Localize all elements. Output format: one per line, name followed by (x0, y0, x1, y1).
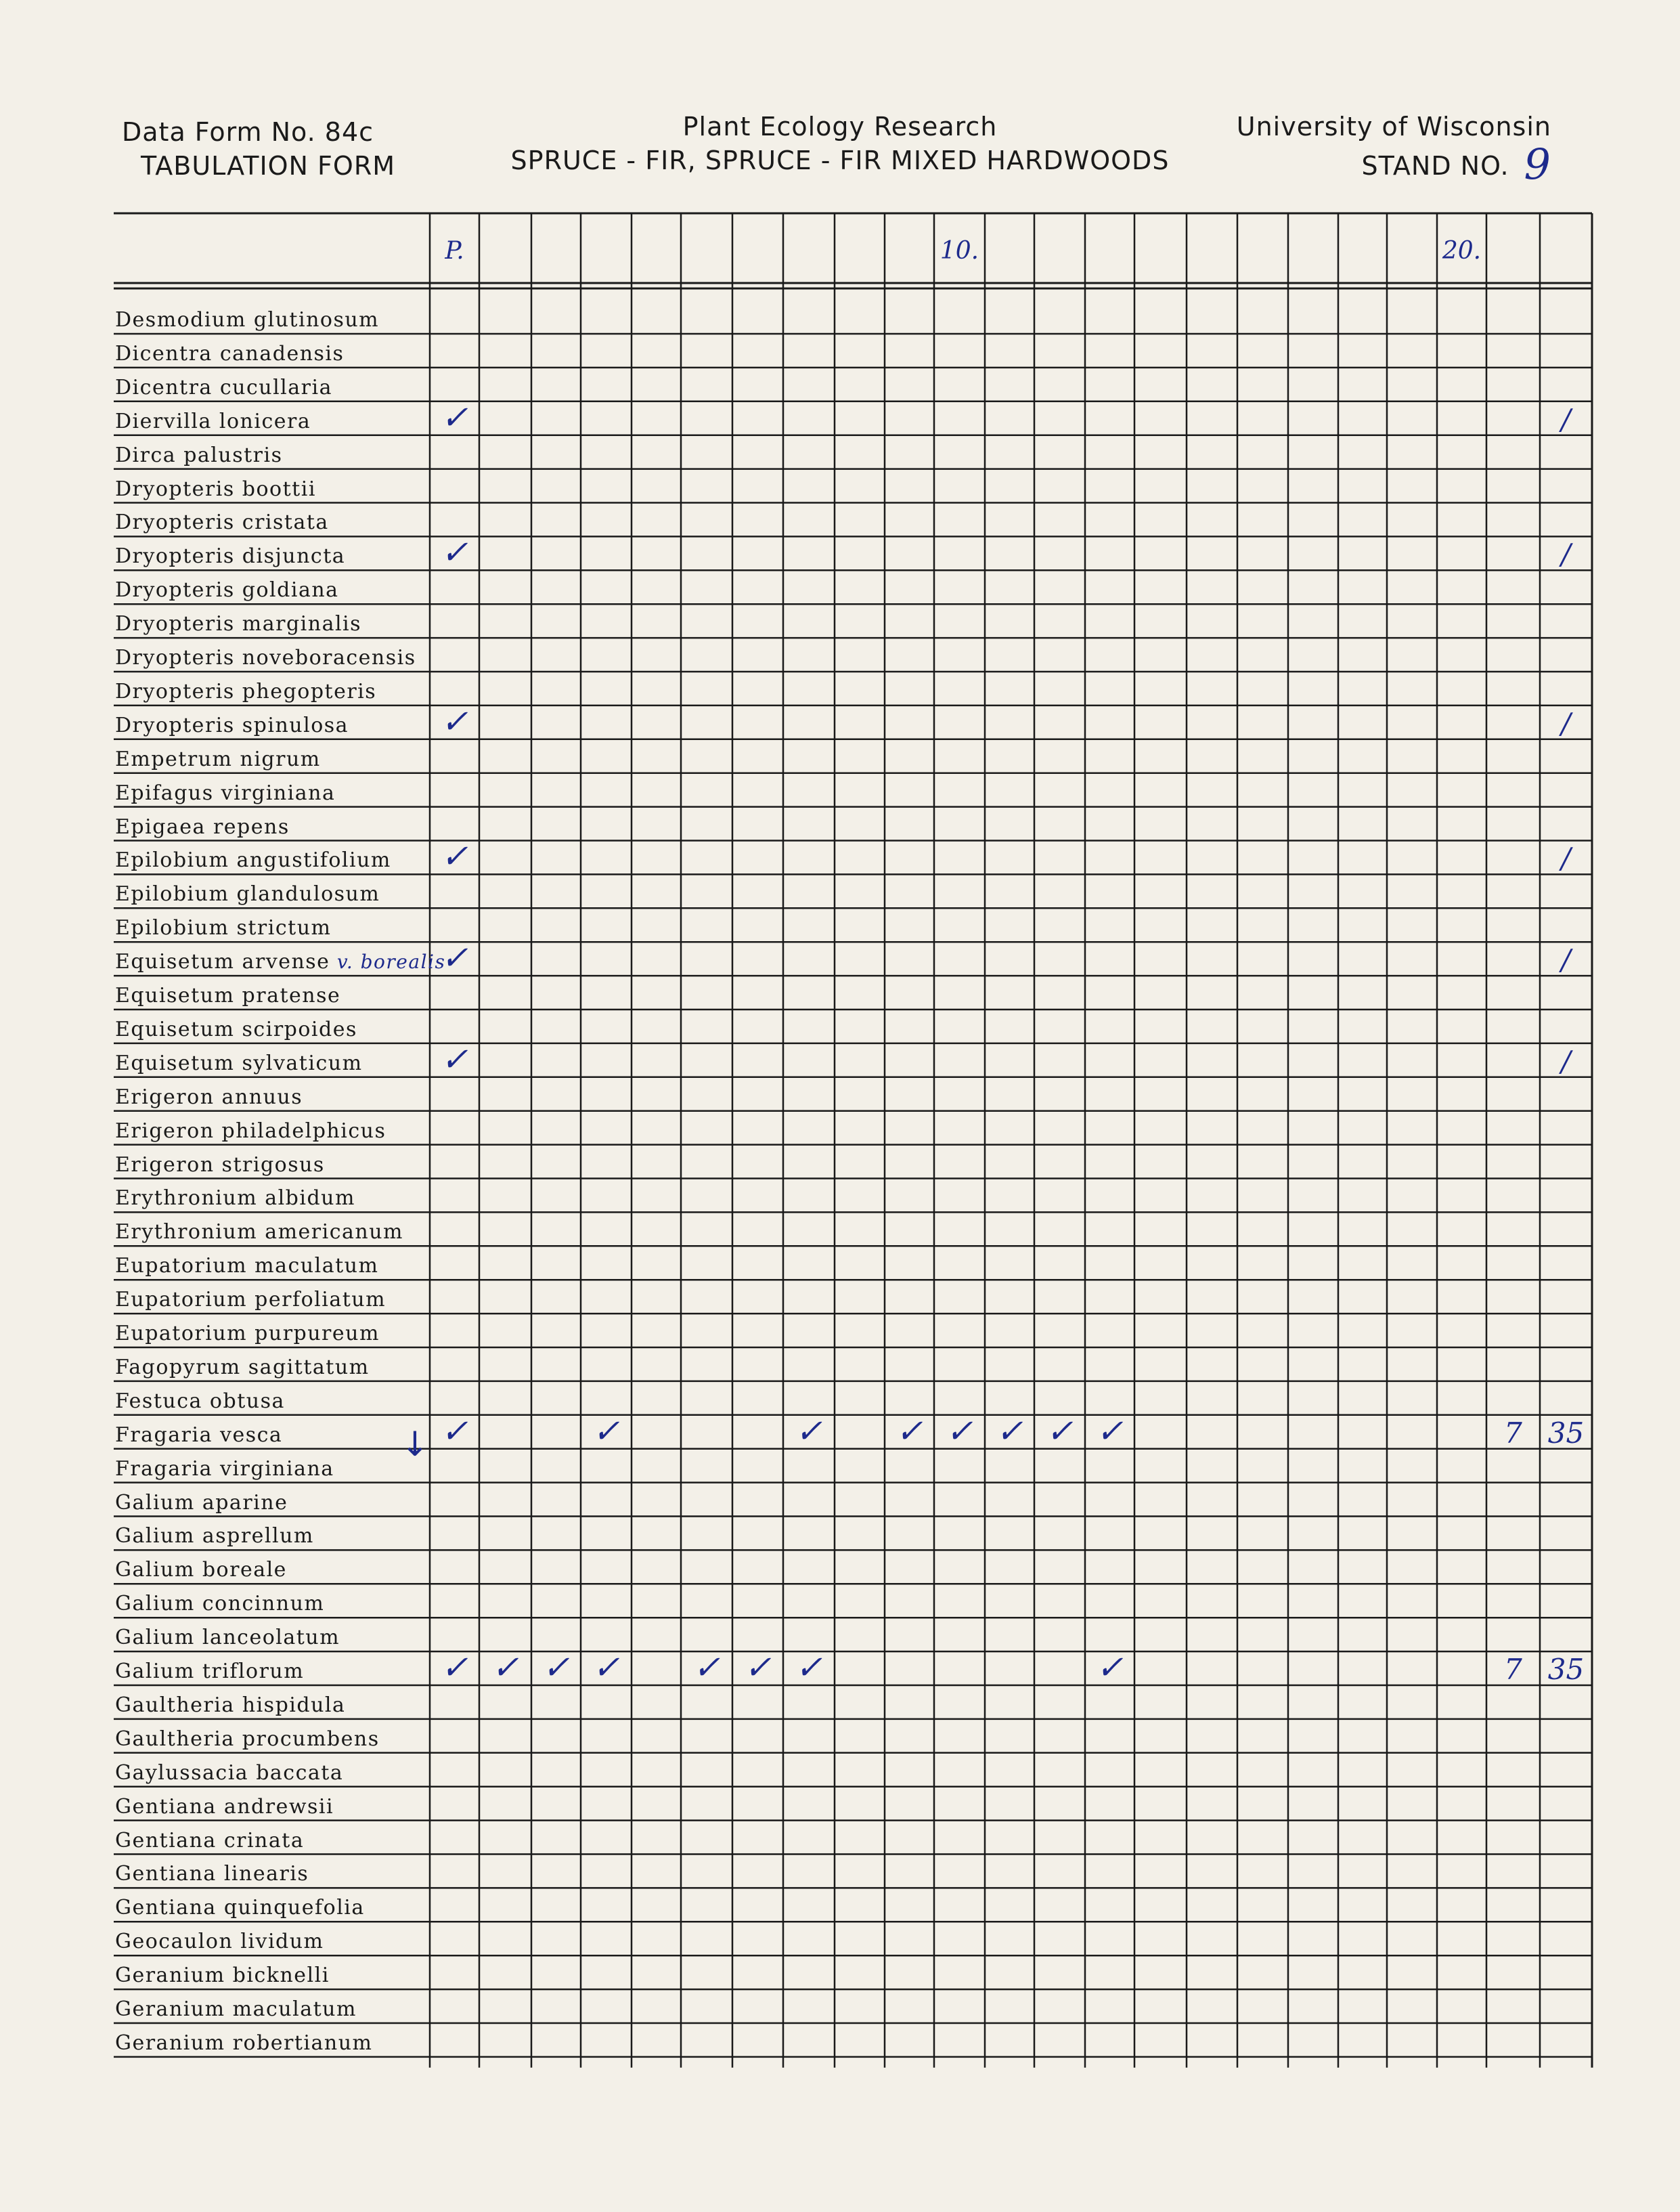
plot-checkmark[interactable]: ✓ (441, 398, 468, 437)
species-row-label (115, 308, 379, 332)
species-name: Festuca obtusa (115, 1389, 285, 1413)
species-row-label (115, 1018, 357, 1041)
plot-checkmark[interactable]: ✓ (441, 838, 468, 876)
plot-checkmark[interactable]: ✓ (795, 1649, 823, 1687)
species-name: Dicentra cucullaria (115, 375, 332, 399)
species-row-label (115, 1085, 303, 1109)
species-name: Gentiana linearis (115, 1862, 309, 1886)
handwritten-arrow-icon: ↓ (401, 1424, 429, 1464)
plot-checkmark[interactable]: ✓ (592, 1649, 620, 1687)
plot-checkmark[interactable]: ✓ (996, 1412, 1023, 1450)
species-row-label (115, 1491, 288, 1515)
column-header: P. (445, 237, 464, 265)
species-name: Epigaea repens (115, 815, 290, 839)
frequency-value[interactable]: 7 (1504, 1653, 1522, 1686)
form-type: TABULATION FORM (141, 151, 396, 181)
species-row-label (115, 680, 376, 703)
species-name: Gentiana andrewsii (115, 1794, 334, 1819)
species-name: Dicentra canadensis (115, 341, 345, 366)
species-name: Galium boreale (115, 1558, 287, 1582)
species-name: Erythronium americanum (115, 1220, 403, 1244)
species-name: Gentiana crinata (115, 1828, 305, 1852)
species-row-label (115, 984, 340, 1007)
plot-checkmark[interactable]: ✓ (896, 1412, 923, 1450)
species-name: Epilobium angustifolium (115, 848, 391, 873)
species-row-label (115, 950, 445, 974)
column-header: 10. (940, 237, 979, 265)
species-variety-note: v. borealis (330, 951, 446, 974)
plot-checkmark[interactable]: ✓ (692, 1649, 721, 1687)
species-name: Dryopteris phegopteris (115, 679, 377, 703)
species-row-label (115, 1051, 363, 1075)
species-row-label (115, 1964, 330, 1987)
species-name: Galium aparine (115, 1490, 288, 1515)
species-row-label (115, 916, 331, 940)
species-name: Erigeron annuus (115, 1085, 303, 1109)
species-name: Equisetum pratense (115, 984, 341, 1007)
species-name: Dryopteris disjuncta (115, 544, 346, 569)
total-value[interactable]: / (1561, 706, 1571, 740)
species-name: Erigeron philadelphicus (115, 1119, 386, 1143)
species-name: Dryopteris boottii (115, 477, 316, 501)
species-name: Gentiana quinquefolia (115, 1896, 365, 1920)
species-row-label (115, 1288, 386, 1311)
species-name: Empetrum nigrum (115, 747, 321, 771)
species-row-label (115, 1220, 403, 1244)
stand-label: STAND NO. (1361, 151, 1509, 181)
plot-checkmark[interactable]: ✓ (441, 1412, 468, 1450)
species-row-label (115, 1795, 334, 1819)
total-value[interactable]: 35 (1547, 1416, 1585, 1450)
species-row-label (115, 1727, 380, 1751)
species-row-label (115, 747, 321, 771)
species-name: Galium lanceolatum (115, 1626, 340, 1650)
species-name: Erigeron strigosus (115, 1152, 325, 1177)
species-name: Geocaulon lividum (115, 1930, 324, 1954)
species-row-label (115, 848, 391, 872)
species-name: Eupatorium purpureum (115, 1322, 380, 1345)
species-row-label (115, 612, 361, 636)
species-row-label (115, 1693, 345, 1717)
species-row-label (115, 1423, 282, 1447)
species-row-label (115, 1997, 357, 2021)
plot-checkmark[interactable]: ✓ (441, 1040, 468, 1079)
plot-checkmark[interactable]: ✓ (795, 1412, 823, 1450)
total-value[interactable]: / (1561, 538, 1571, 571)
species-name: Eupatorium maculatum (115, 1254, 379, 1278)
species-row-label (115, 2031, 373, 2055)
species-name: Gaultheria procumbens (115, 1727, 380, 1751)
species-row-label (115, 342, 344, 366)
species-name: Fragaria virginiana (115, 1456, 334, 1481)
species-name: Geranium bicknelli (115, 1964, 330, 1988)
species-name: Galium concinnum (115, 1592, 325, 1616)
species-name: Dryopteris noveboracensis (115, 646, 416, 670)
stand-number[interactable]: 9 (1524, 139, 1551, 189)
species-name: Epilobium glandulosum (115, 882, 380, 907)
species-row-label (115, 544, 345, 568)
species-name: Gaylussacia baccata (115, 1760, 344, 1785)
species-row-label (115, 646, 416, 670)
plot-checkmark[interactable]: ✓ (542, 1649, 570, 1687)
plot-checkmark[interactable]: ✓ (592, 1412, 620, 1450)
species-row-label (115, 477, 316, 501)
plot-checkmark[interactable]: ✓ (441, 1649, 468, 1687)
total-value[interactable]: / (1561, 402, 1571, 436)
species-row-label (115, 1356, 370, 1379)
plot-checkmark[interactable]: ✓ (1096, 1412, 1124, 1450)
frequency-value[interactable]: 7 (1504, 1416, 1522, 1450)
species-name: Fagopyrum sagittatum (115, 1355, 370, 1379)
plot-checkmark[interactable]: ✓ (491, 1649, 519, 1687)
species-row-label (115, 1457, 334, 1481)
species-row-label (115, 1930, 324, 1953)
species-row-label (115, 1254, 378, 1278)
species-name: Galium asprellum (115, 1524, 314, 1548)
species-name: Galium triflorum (115, 1660, 305, 1683)
species-name: Equisetum scirpoides (115, 1017, 357, 1041)
species-name: Epifagus virginiana (115, 781, 336, 805)
species-row-label (115, 1119, 386, 1143)
plot-checkmark[interactable]: ✓ (441, 939, 468, 978)
species-name: Geranium robertianum (115, 2031, 373, 2055)
org-title: Plant Ecology Research (682, 112, 998, 142)
total-value[interactable]: / (1561, 943, 1571, 977)
species-name: Dryopteris cristata (115, 511, 329, 535)
species-name: Dryopteris marginalis (115, 612, 362, 636)
species-name: Gaultheria hispidula (115, 1693, 346, 1717)
species-row-label (115, 815, 290, 839)
species-name: Dryopteris spinulosa (115, 713, 349, 737)
species-row-label (115, 1524, 314, 1548)
species-row-label (115, 1389, 285, 1413)
species-row-label (115, 443, 283, 467)
species-row-label (115, 1558, 287, 1582)
plot-checkmark[interactable]: ✓ (1046, 1412, 1074, 1450)
column-header: 20. (1442, 237, 1482, 265)
species-name: Equisetum sylvaticum (115, 1051, 363, 1075)
total-value[interactable]: / (1561, 842, 1571, 875)
species-name: Desmodium glutinosum (115, 308, 380, 332)
species-name: Equisetum arvense (115, 950, 330, 974)
species-row-label (115, 781, 335, 805)
species-row-label (115, 1761, 343, 1785)
species-row-label (115, 1626, 340, 1649)
form-subtitle: SPRUCE - FIR, SPRUCE - FIR MIXED HARDWOODS (510, 146, 1170, 175)
plot-checkmark[interactable]: ✓ (441, 534, 468, 572)
plot-checkmark[interactable]: ✓ (1096, 1649, 1124, 1687)
plot-checkmark[interactable]: ✓ (441, 702, 468, 741)
plot-checkmark[interactable]: ✓ (744, 1649, 772, 1687)
species-row-label (115, 376, 332, 399)
species-name: Dirca palustris (115, 443, 283, 467)
species-row-label (115, 511, 329, 534)
university-name: University of Wisconsin (1236, 112, 1551, 142)
species-row-label (115, 1186, 355, 1210)
form-number: Data Form No. 84c (122, 117, 374, 147)
plot-checkmark[interactable]: ✓ (946, 1412, 973, 1450)
species-row-label (115, 1862, 309, 1886)
species-row-label (115, 410, 311, 433)
species-row-label (115, 882, 380, 906)
species-row-label (115, 1153, 325, 1177)
species-name: Erythronium albidum (115, 1186, 355, 1211)
species-row-label (115, 1660, 304, 1683)
species-name: Geranium maculatum (115, 1997, 357, 2021)
total-value[interactable]: 35 (1547, 1653, 1585, 1686)
species-name: Epilobium strictum (115, 916, 332, 940)
species-row-label (115, 578, 339, 602)
species-row-label (115, 1896, 365, 1920)
species-name: Diervilla lonicera (115, 409, 311, 433)
species-row-label (115, 714, 349, 737)
species-row-label (115, 1592, 324, 1615)
species-name: Eupatorium perfoliatum (115, 1288, 386, 1312)
species-row-label (115, 1829, 304, 1852)
species-row-label (115, 1322, 380, 1345)
species-name: Dryopteris goldiana (115, 578, 339, 603)
total-value[interactable]: / (1561, 1044, 1571, 1078)
species-name: Fragaria vesca (115, 1423, 283, 1447)
